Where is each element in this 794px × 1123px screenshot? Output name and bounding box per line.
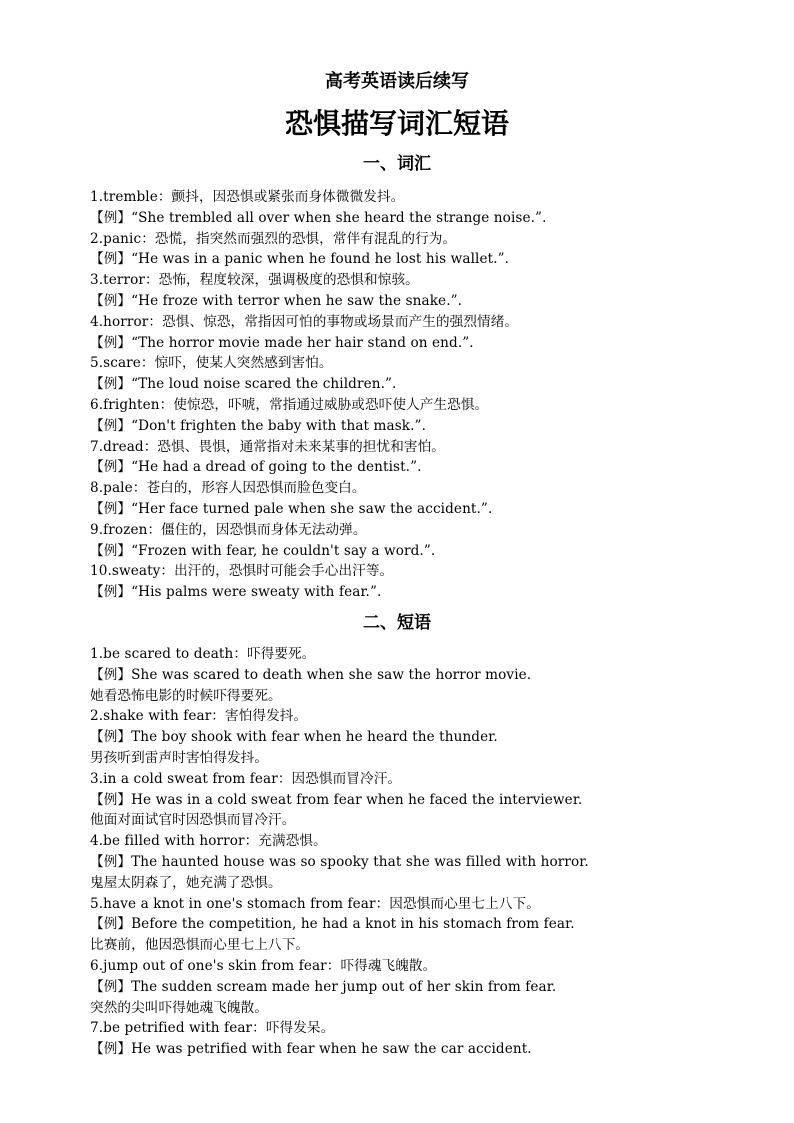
vocab-entry: 5.scare：惊吓，使某人突然感到害怕。 [90, 355, 333, 372]
phrase-translation: 鬼屋太阴森了，她充满了恐惧。 [90, 874, 282, 891]
phrase-entry: 7.be petrified with fear：吓得发呆。 [90, 1020, 335, 1037]
phrase-translation: 突然的尖叫吓得她魂飞魄散。 [90, 999, 269, 1016]
vocab-example: 【例】“Don't frighten the baby with that mask.”. [90, 417, 427, 434]
vocab-example: 【例】“The loud noise scared the children.”. [90, 376, 397, 393]
vocab-entry: 8.pale：苍白的，形容人因恐惧而脸色变白。 [90, 480, 366, 497]
vocab-entry: 9.frozen：僵住的，因恐惧而身体无法动弹。 [90, 521, 367, 538]
vocab-entry: 2.panic：恐慌，指突然而强烈的恐惧，常伴有混乱的行为。 [90, 230, 457, 247]
vocab-example: 【例】“Frozen with fear, he couldn't say a word.”. [90, 542, 436, 559]
vocab-entry: 3.terror：恐怖，程度较深，强调极度的恐惧和惊骇。 [90, 272, 419, 289]
phrase-entry: 6.jump out of one's skin from fear：吓得魂飞魄散。 [90, 957, 437, 974]
vocab-example: 【例】“Her face turned pale when she saw the accident.”. [90, 500, 493, 517]
phrase-entry: 3.in a cold sweat from fear：因恐惧而冒冷汗。 [90, 770, 402, 787]
document-subtitle: 高考英语读后续写 [325, 71, 469, 92]
vocab-entry: 6.frighten：使惊恐，吓唬，常指通过威胁或恐吓使人产生恐惧。 [90, 396, 489, 413]
phrase-entry: 2.shake with fear：害怕得发抖。 [90, 708, 308, 725]
phrase-translation: 男孩听到雷声时害怕得发抖。 [90, 749, 269, 766]
phrases-list [90, 644, 770, 1060]
phrase-translation: 他面对面试官时因恐惧而冒冷汗。 [90, 812, 296, 829]
phrase-example: 【例】He was in a cold sweat from fear when he faced the interviewer. [90, 791, 583, 808]
phrase-translation: 比赛前，他因恐惧而心里七上八下。 [90, 937, 310, 954]
phrase-entry: 1.be scared to death：吓得要死。 [90, 646, 316, 662]
phrase-example: 【例】The sudden scream made her jump out of her skin from fear. [90, 978, 557, 995]
phrase-example: 【例】The haunted house was so spooky that she was filled with horror. [90, 853, 589, 870]
phrase-entry: 5.have a knot in one's stomach from fear：因恐惧而心里七上八下。 [90, 895, 540, 912]
vocab-list [90, 187, 770, 603]
phrase-translation: 她看恐怖电影的时候吓得要死。 [90, 687, 282, 704]
vocab-entry: 4.horror：恐惧、惊恐，常指因可怕的事物或场景而产生的强烈情绪。 [90, 313, 519, 330]
phrase-example: 【例】Before the competition, he had a knot in his stomach from fear. [90, 916, 575, 933]
document-title: 恐惧描写词汇短语 [284, 107, 509, 140]
phrase-example: 【例】The boy shook with fear when he heard the thunder. [90, 729, 498, 746]
phrases-section-heading: 二、短语 [363, 613, 431, 633]
vocab-section-heading: 一、词汇 [363, 154, 431, 174]
vocab-example: 【例】“He had a dread of going to the dentist.”. [90, 459, 422, 476]
vocab-example: 【例】“He froze with terror when he saw the snake.”. [90, 292, 463, 309]
vocab-example: 【例】“His palms were sweaty with fear.”. [90, 584, 382, 601]
vocab-example: 【例】“The horror movie made her hair stand on end.”. [90, 334, 474, 351]
phrase-entry: 4.be filled with horror：充满恐惧。 [90, 833, 327, 850]
vocab-example: 【例】“She trembled all over when she heard the strange noise.”. [90, 209, 547, 226]
phrase-example: 【例】He was petrified with fear when he saw the car accident. [90, 1041, 532, 1058]
vocab-entry: 10.sweaty：出汗的，恐惧时可能会手心出汗等。 [90, 563, 394, 580]
vocab-example: 【例】“He was in a panic when he found he lost his wallet.”. [90, 251, 510, 268]
phrase-example: 【例】She was scared to death when she saw the horror movie. [90, 666, 532, 683]
vocab-entry: 1.tremble：颤抖，因恐惧或紧张而身体微微发抖。 [90, 189, 405, 205]
vocab-entry: 7.dread：恐惧、畏惧，通常指对未来某事的担忧和害怕。 [90, 438, 445, 455]
